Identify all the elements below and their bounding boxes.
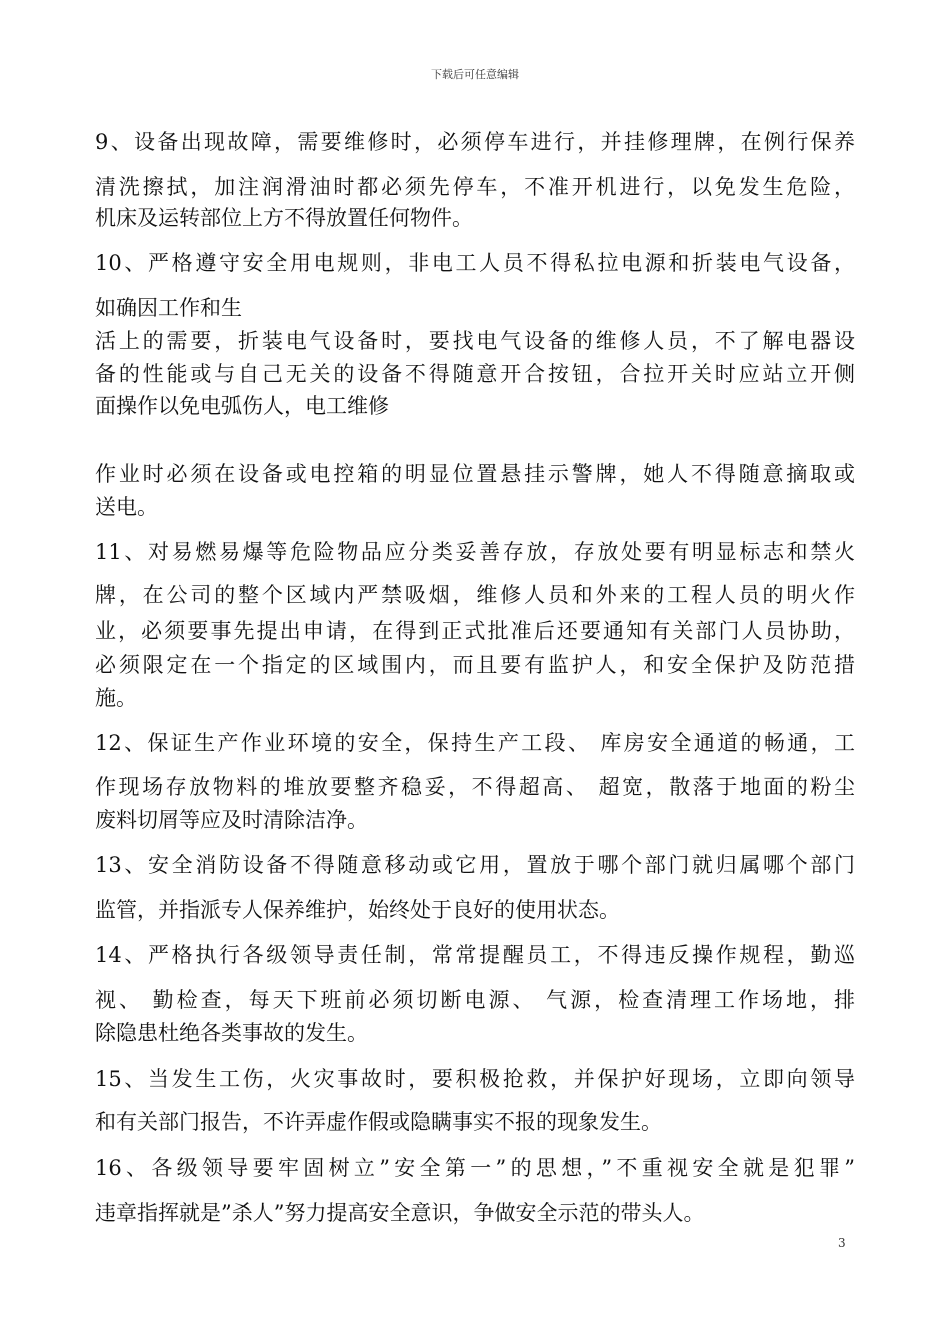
text-line: 作业时必须在设备或电控箱的明显位置悬挂示警牌，她人不得随意摘取或 [95,462,855,486]
text-line: 活上的需要，折装电气设备时，要找电气设备的维修人员，不了解电器设 [95,329,855,353]
text-line: 必须限定在一个指定的区域围内，而且要有监护人，和安全保护及防范措 [95,653,855,677]
text-line: 施。 [95,686,137,710]
page-number: 3 [838,1236,846,1250]
text-line: 监管，并指派专人保养维护，始终处于良好的使用状态。 [95,898,620,922]
text-line: 视、 勤检查，每天下班前必须切断电源、 气源，检查清理工作场地，排 [95,988,855,1012]
text-line: 业，必须要事先提出申请，在得到正式批准后还要通知有关部门人员协助， [95,619,855,643]
text-line: 除隐患杜绝各类事故的发生。 [95,1021,368,1045]
text-line: 机床及运转部位上方不得放置任何物件。 [95,206,473,230]
text-line: 备的性能或与自己无关的设备不得随意开合按钮，合拉开关时应站立开侧 [95,362,855,386]
text-line: 和有关部门报告，不许弄虚作假或隐瞒事实不报的现象发生。 [95,1110,662,1134]
text-line: 牌，在公司的整个区域内严禁吸烟，维修人员和外来的工程人员的明火作 [95,583,855,607]
text-line: 如确因工作和生 [95,296,242,320]
text-line: 14、严格执行各级领导责任制，常常提醒员工，不得违反操作规程，勤巡 [95,943,855,967]
text-line: 作现场存放物料的堆放要整齐稳妥，不得超高、 超宽，散落于地面的粉尘 [95,775,855,799]
text-line: 废料切屑等应及时清除洁净。 [95,808,368,832]
text-line: 12、保证生产作业环境的安全，保持生产工段、 库房安全通道的畅通，工 [95,731,855,755]
text-line: 15、当发生工伤，火灾事故时，要积极抢救，并保护好现场，立即向领导 [95,1067,855,1091]
text-line: 11、对易燃易爆等危险物品应分类妥善存放，存放处要有明显标志和禁火 [95,540,855,564]
text-line: 违章指挥就是”杀人”努力提高安全意识，争做安全示范的带头人。 [95,1201,705,1225]
text-line: 清洗擦拭，加注润滑油时都必须先停车，不准开机进行，以免发生危险， [95,175,855,199]
text-line: 面操作以免电弧伤人，电工维修 [95,394,389,418]
text-line: 9、设备出现故障，需要维修时，必须停车进行，并挂修理牌，在例行保养 [95,130,855,154]
text-line: 16、各级领导要牢固树立”安全第一”的思想，”不重视安全就是犯罪” [95,1156,855,1180]
page-header: 下载后可任意编辑 [431,68,519,81]
text-line: 13、安全消防设备不得随意移动或它用，置放于哪个部门就归属哪个部门 [95,853,855,877]
text-line: 10、严格遵守安全用电规则，非电工人员不得私拉电源和折装电气设备， [95,251,855,275]
text-line: 送电。 [95,495,158,519]
